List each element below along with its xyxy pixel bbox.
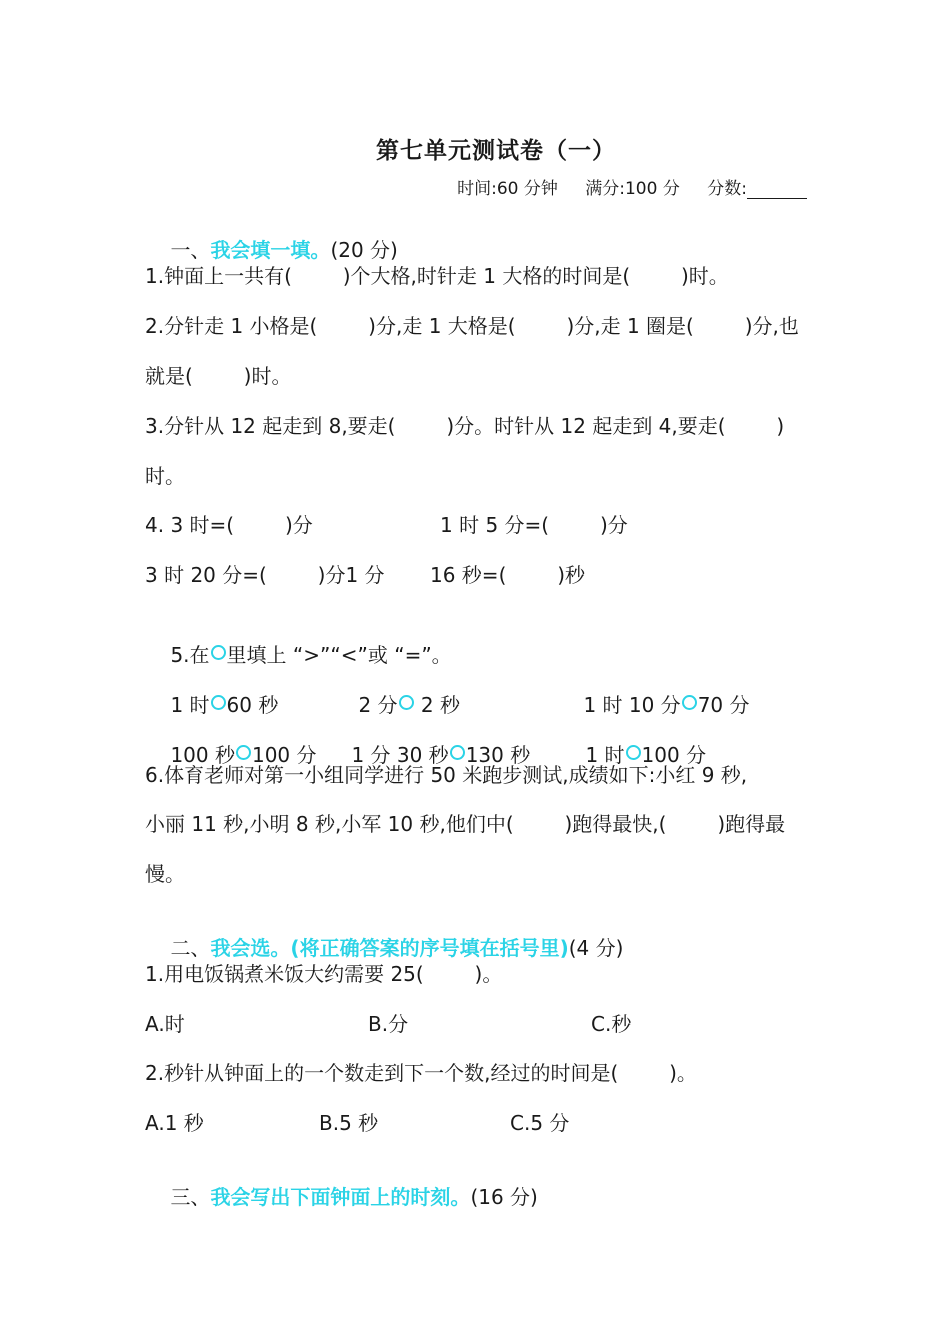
compare-right: 130 秒 xyxy=(465,743,531,767)
section-3-points: (16 分) xyxy=(470,1185,538,1209)
compare-circle-icon[interactable] xyxy=(626,745,641,760)
compare-left: 100 秒 xyxy=(170,743,235,767)
question-4-item-2: 1 时 5 分=( )分 xyxy=(440,513,628,537)
section-2-points: (4 分) xyxy=(568,936,624,960)
section-2-num: 二、 xyxy=(170,936,211,960)
question-6-line-2: 小丽 11 秒,小明 8 秒,小军 10 秒,他们中( )跑得最快,( )跑得最 xyxy=(145,812,786,836)
compare-circle-icon[interactable] xyxy=(682,695,697,710)
compare-circle-icon[interactable] xyxy=(399,695,414,710)
score-label xyxy=(707,179,807,199)
question-4-item-1: 4. 3 时=( )分 xyxy=(145,513,313,537)
section-3-heading xyxy=(145,1157,538,1234)
choice-option-c[interactable]: C.秒 xyxy=(591,1012,632,1036)
question-1: 1.钟面上一共有( )个大格,时针走 1 大格的时间是( )时。 xyxy=(145,264,729,288)
question-2-line-2: 就是( )时。 xyxy=(145,364,292,388)
question-5-prefix: 5.在 xyxy=(170,643,210,667)
section-3-title: 我会写出下面钟面上的时刻。 xyxy=(210,1185,471,1209)
choice-option-c[interactable]: C.5 分 xyxy=(510,1111,570,1135)
compare-right: 70 分 xyxy=(697,693,750,717)
time-limit: 时间:60 分钟 xyxy=(457,179,558,199)
choice-option-a[interactable]: A.时 xyxy=(145,1012,185,1036)
compare-left: 1 分 30 秒 xyxy=(351,743,449,767)
compare-right: 100 分 xyxy=(641,743,707,767)
choice-option-b[interactable]: B.分 xyxy=(368,1012,409,1036)
question-4-item-4: 16 秒=( )秒 xyxy=(430,563,586,587)
compare-right: 2 秒 xyxy=(414,693,460,717)
question-5-suffix: 里填上 “>”“<”或 “=”。 xyxy=(226,643,452,667)
compare-left: 1 时 10 分 xyxy=(583,693,681,717)
section-3-num: 三、 xyxy=(170,1185,211,1209)
question-4-item-3: 3 时 20 分=( )分1 分 xyxy=(145,563,385,587)
full-score: 满分:100 分 xyxy=(585,179,680,199)
score-blank[interactable] xyxy=(747,180,807,199)
compare-right: 60 秒 xyxy=(226,693,279,717)
compare-circle-icon xyxy=(211,645,226,660)
compare-right: 100 分 xyxy=(251,743,317,767)
compare-left: 1 时 xyxy=(170,693,210,717)
compare-circle-icon[interactable] xyxy=(450,745,465,760)
choice-question-1: 1.用电饭锅煮米饭大约需要 25( )。 xyxy=(145,962,503,986)
section-1-points: (20 分) xyxy=(330,238,398,262)
question-6-line-3: 慢。 xyxy=(145,862,185,886)
score-text: 分数: xyxy=(707,179,747,199)
compare-left: 2 分 xyxy=(358,693,398,717)
section-1-num: 一、 xyxy=(170,238,211,262)
compare-circle-icon[interactable] xyxy=(236,745,251,760)
page-title: 第七单元测试卷（一） xyxy=(376,137,616,164)
question-6-line-1: 6.体育老师对第一小组同学进行 50 米跑步测试,成绩如下:小红 9 秒, xyxy=(145,763,748,787)
choice-question-2: 2.秒针从钟面上的一个数走到下一个数,经过的时间是( )。 xyxy=(145,1061,697,1085)
question-3-line-1: 3.分针从 12 起走到 8,要走( )分。时针从 12 起走到 4,要走( ) xyxy=(145,414,785,438)
section-2-title: 我会选。(将正确答案的序号填在括号里) xyxy=(210,936,569,960)
section-1-title: 我会填一填。 xyxy=(210,238,331,262)
choice-option-a[interactable]: A.1 秒 xyxy=(145,1111,204,1135)
compare-circle-icon[interactable] xyxy=(211,695,226,710)
compare-left: 1 时 xyxy=(585,743,625,767)
choice-option-b[interactable]: B.5 秒 xyxy=(319,1111,379,1135)
exam-meta xyxy=(435,174,807,199)
question-3-line-2: 时。 xyxy=(145,464,185,488)
question-2-line-1: 2.分针走 1 小格是( )分,走 1 大格是( )分,走 1 圈是( )分,也 xyxy=(145,314,799,338)
